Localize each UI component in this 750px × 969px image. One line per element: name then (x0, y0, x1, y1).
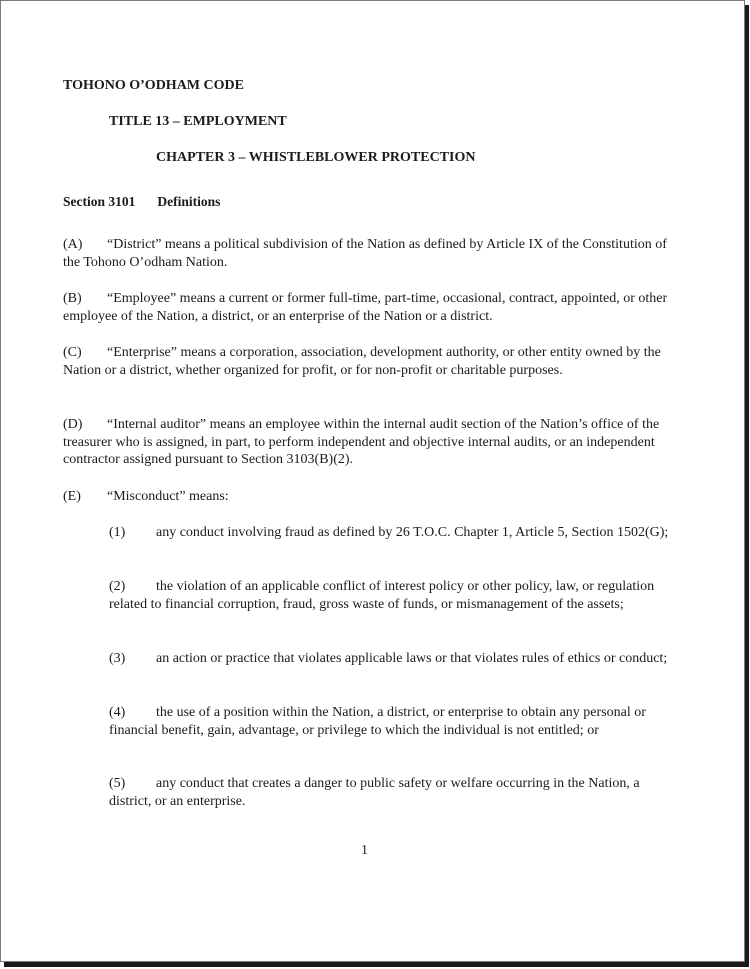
code-title: TOHONO O’ODHAM CODE (63, 78, 244, 93)
paragraph-c (63, 344, 673, 379)
section-name: Definitions (157, 194, 221, 209)
subparagraph-label: (5) (109, 776, 126, 791)
subparagraph-2 (109, 578, 673, 613)
paragraph-text: “Internal auditor” means an employee within the internal audit section of the Nation’s office of the treasurer who is assigned, in part, to perform independent and objective internal audits, or an independent contractor assigned pursuant to Section 3103(B)(2). (63, 417, 660, 467)
paragraph-e (63, 488, 673, 506)
subparagraph-label: (1) (109, 525, 126, 540)
subparagraph-text: any conduct that creates a danger to public safety or welfare occurring in the Nation, a district, or an enterprise. (109, 776, 640, 809)
subparagraph-4 (109, 704, 673, 739)
paragraph-label: (A) (63, 237, 83, 252)
paragraph-text: “Enterprise” means a corporation, association, development authority, or other entity owned by the Nation or a district, whether organized for profit, or for non-profit or charitable purposes. (63, 345, 661, 378)
subparagraph-5 (109, 775, 673, 810)
subparagraph-label: (3) (109, 651, 126, 666)
subparagraph-text: any conduct involving fraud as defined by 26 T.O.C. Chapter 1, Article 5, Section 1502(G); (156, 525, 669, 540)
subparagraph-3 (109, 650, 673, 668)
paragraph-label: (C) (63, 345, 82, 360)
paragraph-text: “Misconduct” means: (107, 489, 229, 504)
paragraph-text: “Employee” means a current or former full-time, part-time, occasional, contract, appointed, or other employee of the Nation, a district, or an enterprise of the Nation or a district. (63, 291, 668, 324)
paragraph-label: (D) (63, 417, 83, 432)
subparagraph-label: (2) (109, 579, 126, 594)
chapter-heading: CHAPTER 3 – WHISTLEBLOWER PROTECTION (156, 150, 476, 165)
page-number: 1 (361, 843, 368, 858)
paragraph-label: (B) (63, 291, 82, 306)
subparagraph-1 (109, 524, 673, 542)
title-heading: TITLE 13 – EMPLOYMENT (109, 114, 287, 129)
paragraph-a (63, 236, 673, 271)
paragraph-text: “District” means a political subdivision of the Nation as defined by Article IX of the Constitution of the Tohono O’odham Nation. (63, 237, 667, 270)
paragraph-label: (E) (63, 489, 81, 504)
subparagraph-text: the violation of an applicable conflict of interest policy or other policy, law, or regulation related to financial corruption, fraud, gross waste of funds, or mismanagement of the assets; (109, 579, 655, 612)
section-number: Section 3101 (63, 194, 136, 209)
subparagraph-label: (4) (109, 705, 126, 720)
paragraph-d (63, 416, 673, 469)
section-heading (63, 193, 220, 211)
subparagraph-text: the use of a position within the Nation, a district, or enterprise to obtain any personal or financial benefit, gain, advantage, or privilege to which the individual is not entitled; or (109, 705, 646, 738)
paragraph-b (63, 290, 673, 325)
subparagraph-text: an action or practice that violates applicable laws or that violates rules of ethics or conduct; (156, 651, 668, 666)
